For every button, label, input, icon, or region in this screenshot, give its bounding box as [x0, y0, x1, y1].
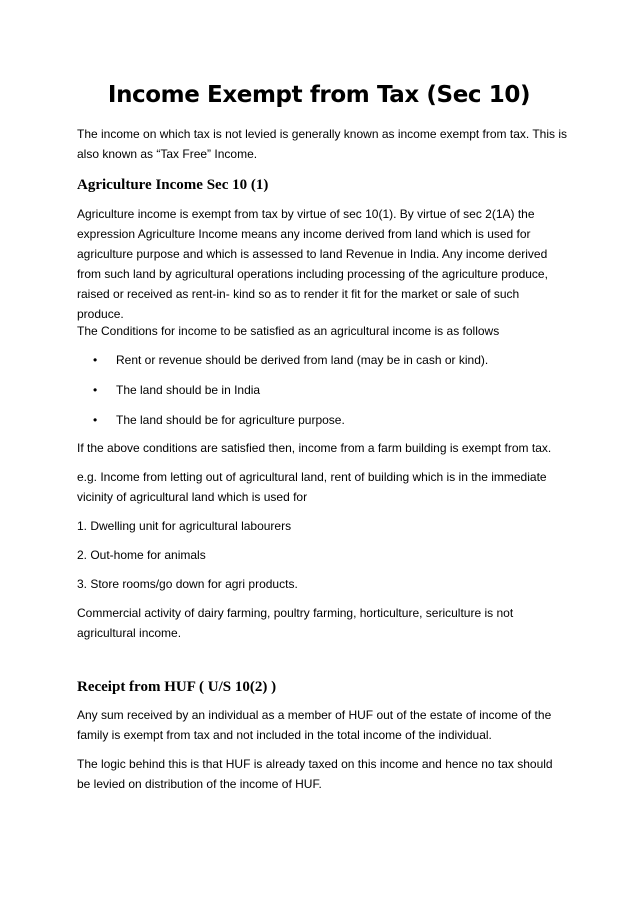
example-paragraph: e.g. Income from letting out of agricultural land, rent of building which is in the immediate vicinity of agricultural land which is used for	[77, 470, 547, 504]
bullet-icon: •	[93, 383, 98, 397]
condition-text: The land should be for agriculture purpose.	[116, 413, 345, 427]
agriculture-definition-paragraph: Agriculture income is exempt from tax by virtue of sec 10(1). By virtue of sec 2(1A) the expression Agriculture Income means any income derived from land which is used for agriculture purpose and which is assessed to land Revenue in India. Any income derived from such land by agricultural operations including processing of the agriculture produce, raised or received as rent-in- kind so as to render it fit for the market or sale of such produce.	[77, 207, 548, 321]
commercial-activity-paragraph: Commercial activity of dairy farming, poultry farming, horticulture, sericulture is not agricultural income.	[77, 606, 514, 640]
numbered-list-item: 1. Dwelling unit for agricultural labourers	[77, 519, 292, 533]
condition-list-item	[93, 410, 563, 430]
condition-text: The land should be in India	[116, 383, 261, 397]
numbered-list-item: 3. Store rooms/go down for agri products.	[77, 577, 298, 591]
farm-building-paragraph: If the above conditions are satisfied then, income from a farm building is exempt from tax.	[77, 441, 552, 455]
condition-text: Rent or revenue should be derived from land (may be in cash or kind).	[116, 353, 489, 367]
document-title: Income Exempt from Tax (Sec 10)	[107, 82, 531, 108]
intro-paragraph: The income on which tax is not levied is generally known as income exempt from tax. This is also known as “Tax Free” Income.	[77, 127, 567, 161]
numbered-list-item: 2. Out-home for animals	[77, 548, 206, 562]
conditions-intro: The Conditions for income to be satisfied as an agricultural income is as follows	[77, 324, 500, 338]
condition-list-item	[93, 380, 563, 400]
section-heading-agriculture: Agriculture Income Sec 10 (1)	[77, 177, 269, 193]
bullet-icon: •	[93, 353, 98, 367]
section-heading-huf: Receipt from HUF ( U/S 10(2) )	[77, 679, 277, 695]
bullet-icon: •	[93, 413, 98, 427]
huf-paragraph-1: Any sum received by an individual as a member of HUF out of the estate of income of the family is exempt from tax and not included in the total income of the individual.	[77, 708, 552, 742]
huf-paragraph-2: The logic behind this is that HUF is already taxed on this income and hence no tax should be levied on distribution of the income of HUF.	[77, 757, 553, 791]
condition-list-item	[93, 350, 563, 370]
